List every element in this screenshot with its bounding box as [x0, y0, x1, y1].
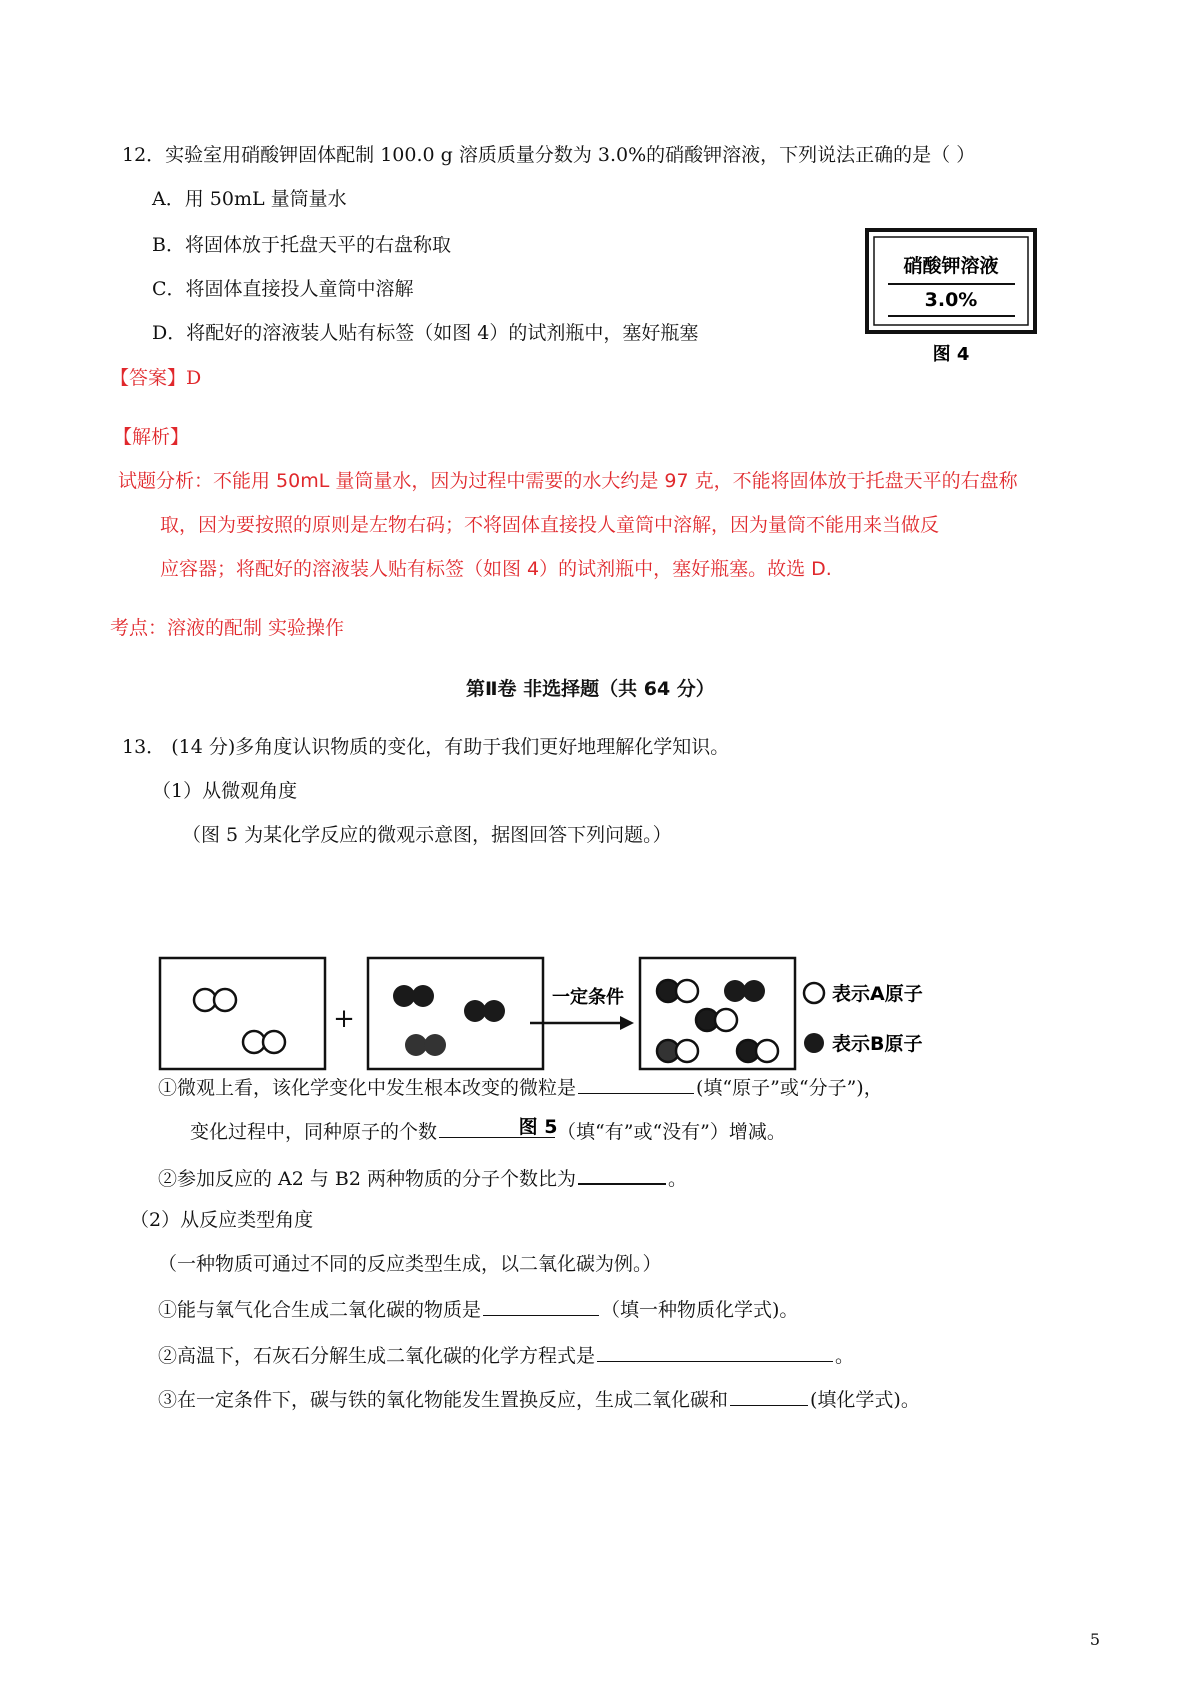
q13-2-2: [158, 1341, 854, 1369]
q13-1-2-pre: ②参加反应的 A2 与 B2 两种物质的分子个数比为: [158, 1168, 577, 1190]
figure-5-reaction-diagram: [150, 945, 1030, 1145]
q13-1-1b-post: （填“有”或“没有”）增减。: [557, 1121, 786, 1143]
q13-2-2-pre: ②高温下，石灰石分解生成二氧化碳的化学方程式是: [158, 1345, 596, 1367]
legend-b-atom-icon: [804, 1033, 824, 1053]
a2-molecule-2: [243, 1031, 285, 1053]
q12-option-b: B．将固体放于托盘天平的右盘称取: [152, 234, 451, 256]
b2-molecule-1: [393, 985, 434, 1007]
q13-2-1-pre: ①能与氧气化合生成二氧化碳的物质是: [158, 1299, 482, 1321]
q13-2-1-post: （填一种物质化学式)。: [601, 1299, 799, 1321]
ab-molecule-1: [657, 980, 698, 1002]
q12-option-c: C．将固体直接投人童筒中溶解: [152, 278, 414, 300]
arrow-label: 一定条件: [552, 987, 624, 1008]
section-title: 第Ⅱ卷 非选择题（共 64 分）: [466, 678, 715, 700]
answer-blank-particle[interactable]: [578, 1073, 694, 1094]
answer-blank-atom-count[interactable]: [439, 1117, 555, 1138]
q12-analysis-line2: 取，因为要按照的原则是左物右码；不将固体直接投人童筒中溶解，因为量筒不能用来当做反: [160, 514, 940, 536]
legend-a-label: 表示A原子: [832, 983, 923, 1005]
q13-2-3: [158, 1385, 920, 1413]
q13-2-3-pre: ③在一定条件下，碳与铁的氧化物能发生置换反应，生成二氧化碳和: [158, 1389, 729, 1411]
answer-blank-substance[interactable]: [483, 1295, 599, 1316]
q12-analysis-title: 【解析】: [113, 426, 190, 448]
q13-1-2-post: 。: [668, 1168, 688, 1190]
q13-1-1a: [158, 1073, 883, 1101]
q13-1-1a-post: (填“原子”或“分子”)，: [696, 1077, 883, 1099]
q12-stem: 12．实验室用硝酸钾固体配制 100.0 g 溶质质量分数为 3.0%的硝酸钾溶液，下列说法正确的是（ ）: [122, 144, 976, 166]
answer-blank-formula[interactable]: [730, 1385, 808, 1406]
q13-part1: （1）从微观角度: [152, 780, 298, 802]
ab-molecule-2: [696, 1009, 737, 1031]
q13-stem: 13． (14 分)多角度认识物质的变化，有助于我们更好地理解化学知识。: [122, 736, 730, 758]
q13-part2-note: （一种物质可通过不同的反应类型生成，以二氧化碳为例。）: [158, 1253, 662, 1275]
a2-molecule-1: [194, 989, 236, 1011]
figure-4-label: [843, 222, 1059, 372]
figure-4-line2: 3.0%: [924, 289, 978, 311]
b2-molecule-remaining: [724, 980, 765, 1002]
page-number: 5: [1089, 1630, 1100, 1649]
legend-a-atom-icon: [804, 983, 824, 1003]
answer-blank-equation[interactable]: [597, 1341, 833, 1362]
figure-5-caption: 图 5: [518, 1116, 558, 1138]
q13-part2: （2）从反应类型角度: [130, 1209, 314, 1231]
figure-4-line1: 硝酸钾溶液: [903, 255, 999, 277]
q13-1-1a-pre: ①微观上看，该化学变化中发生根本改变的微粒是: [158, 1077, 577, 1099]
q13-1-2: [158, 1163, 687, 1192]
ab-molecule-4: [737, 1040, 778, 1062]
q12-analysis-line3: 应容器；将配好的溶液装人贴有标签（如图 4）的试剂瓶中，塞好瓶塞。故选 D.: [160, 558, 832, 580]
plus-sign: +: [333, 1004, 355, 1034]
q12-option-a: A．用 50mL 量筒量水: [152, 188, 347, 210]
b2-molecule-3: [405, 1034, 446, 1056]
ab-molecule-3: [657, 1040, 698, 1062]
q13-part1-note: （图 5 为某化学反应的微观示意图，据图回答下列问题。）: [182, 824, 672, 846]
figure-4-caption: 图 4: [932, 344, 970, 365]
q13-2-1: [158, 1295, 798, 1323]
q12-kaodian: 考点：溶液的配制 实验操作: [110, 617, 345, 639]
q13-2-3-post: (填化学式)。: [810, 1389, 920, 1411]
b2-molecule-2: [464, 1000, 505, 1022]
legend-b-label: 表示B原子: [832, 1033, 923, 1055]
q12-analysis-line1: 试题分析：不能用 50mL 量筒量水，因为过程中需要的水大约是 97 克，不能将固体放于托盘天平的右盘称: [118, 470, 1018, 492]
q13-1-1b-pre: 变化过程中，同种原子的个数: [190, 1121, 438, 1143]
q12-option-d: D．将配好的溶液装人贴有标签（如图 4）的试剂瓶中，塞好瓶塞: [152, 322, 699, 344]
q12-answer: 【答案】D: [110, 367, 202, 389]
answer-blank-ratio[interactable]: [578, 1163, 666, 1185]
q13-1-1b: [190, 1117, 786, 1145]
q13-2-2-post: 。: [835, 1345, 855, 1367]
